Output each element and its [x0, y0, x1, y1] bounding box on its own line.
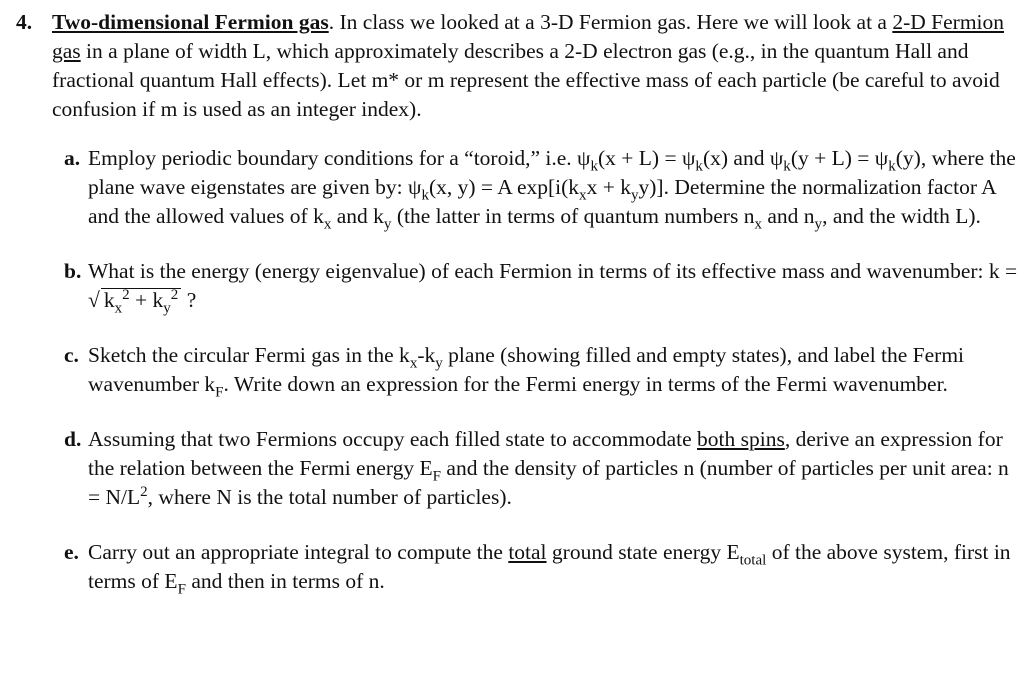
part-c	[64, 341, 1026, 401]
part-c-text: Sketch the circular Fermi gas in the $k_x-k_y$ plane (showing filled and empty states), and label the Fermi wavenumber $k_F$. Write down an expression for the Fermi energy in terms of the Fermi wavenumber.	[88, 343, 965, 401]
problem-intro-a: . In class we looked at a 3-D Fermion gas. Here we will look at a	[328, 10, 893, 34]
problem-header	[16, 8, 1026, 124]
part-a-label: a.	[64, 146, 81, 170]
sqrt-symbol: √	[88, 288, 100, 312]
part-d-text: Assuming that two Fermions occupy each filled state to accommodate both spins, derive an expression for the relation between the Fermi energy $E_F$ and the density of particles n (number of particles per unit area: $n = N/L^2$, where N is the total number of particles).	[88, 427, 1009, 509]
part-e-label: e.	[64, 540, 79, 564]
problem-parts	[16, 144, 1026, 596]
part-a-text: Employ periodic boundary conditions for a “toroid,” i.e. $\psi_k(x + L) = \psi_k(x)$ and $\psi_k(y + L) = \psi_k(y)$, where the plane wave eigenstates are given by: $\psi_k(x$, y) = A $\exp[i(k_xx + k_yy)]$. Determine the normalization factor A and the allowed values of $k_x$ and $k_y$ (the latter in terms of quantum numbers $n_x$ and $n_y$, and the width L).	[88, 146, 1016, 233]
sqrt-radicand: $k_x^2 + k_y^2$	[101, 288, 182, 311]
part-e	[64, 538, 1026, 598]
part-a	[64, 144, 1026, 233]
part-b-text: What is the energy (energy eigenvalue) of each Fermion in terms of its effective mass and wavenumber: k = √ $k_x^2 + k_y^2$ ?	[88, 259, 1018, 317]
problem-intro-rest: in a plane of width L, which approximately describes a 2-D electron gas (e.g., in the quantum Hall and fractional quantum Hall effects). Let m* or m represent the effective mass of each particle (be careful to avoid confusion if m is used as an integer index).	[52, 39, 1000, 121]
part-e-text: Carry out an appropriate integral to compute the total ground state energy $E_{total}$ of the above system, first in terms of $E_F$ and then in terms of n.	[88, 540, 1011, 598]
part-b-label: b.	[64, 259, 82, 283]
problem-intro-underlined: 2-D Fermion gas	[52, 10, 1005, 63]
problem-title: Two-dimensional Fermion gas	[52, 10, 329, 34]
problem-4	[16, 8, 1026, 622]
problem-number: 4.	[16, 10, 33, 34]
part-b	[64, 257, 1026, 317]
part-d	[64, 425, 1026, 512]
part-d-label: d.	[64, 427, 82, 451]
part-c-label: c.	[64, 343, 79, 367]
